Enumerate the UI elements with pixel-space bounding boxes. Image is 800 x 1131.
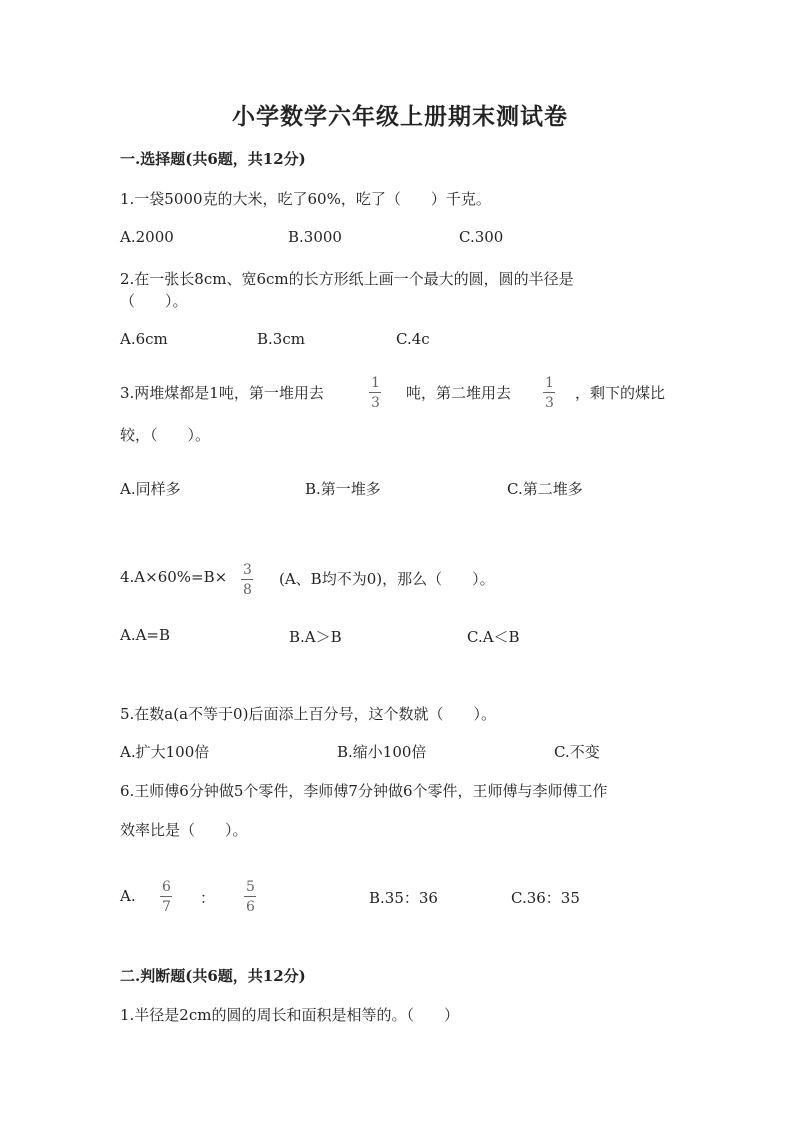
section2-question-1-text: 1.半径是2cm的圆的周长和面积是相等的。（ ） bbox=[120, 1006, 459, 1024]
q4-fraction bbox=[241, 563, 254, 597]
q1-option-b: B.3000 bbox=[288, 228, 342, 246]
q6-frac2-numerator: 5 bbox=[246, 879, 255, 895]
q6-option-a-fraction-2 bbox=[244, 880, 257, 914]
q2-option-a: A.6cm bbox=[120, 330, 168, 348]
q4-option-a: A.A=B bbox=[120, 626, 171, 644]
q1-option-c: C.300 bbox=[459, 228, 504, 246]
question-4-part1: 4.A×60%=B× bbox=[120, 568, 228, 586]
section-heading-judgement: 二.判断题(共6题，共12分) bbox=[120, 967, 306, 985]
question-3-line2: 较，（ ）。 bbox=[120, 426, 211, 444]
q6-frac2-denominator: 6 bbox=[246, 899, 255, 915]
q3-option-b: B.第一堆多 bbox=[305, 480, 381, 498]
q3-option-c: C.第二堆多 bbox=[507, 480, 583, 498]
q5-option-c: C.不变 bbox=[554, 743, 600, 761]
question-4-part2: (A、B均不为0)，那么（ ）。 bbox=[279, 570, 495, 588]
question-5-text: 5.在数a(a不等于0)后面添上百分号，这个数就（ ）。 bbox=[120, 705, 496, 723]
q3-fraction-2 bbox=[543, 376, 556, 410]
q5-option-a: A.扩大100倍 bbox=[120, 743, 210, 761]
q6-option-a-colon: ： bbox=[200, 889, 216, 907]
q6-option-c: C.36：35 bbox=[511, 889, 580, 907]
q5-option-b: B.缩小100倍 bbox=[337, 743, 427, 761]
q3-fraction-1 bbox=[369, 376, 382, 410]
question-1-text: 1.一袋5000克的大米，吃了60%，吃了（ ）千克。 bbox=[120, 190, 491, 208]
q3-fraction-1-denominator: 3 bbox=[371, 395, 380, 411]
q6-option-a-label: A. bbox=[120, 887, 136, 905]
q4-option-c: C.A＜B bbox=[467, 628, 520, 646]
q3-option-a: A.同样多 bbox=[120, 480, 181, 498]
question-6-line2: 效率比是（ ）。 bbox=[120, 821, 248, 839]
q2-option-b: B.3cm bbox=[257, 330, 305, 348]
q6-frac1-denominator: 7 bbox=[162, 899, 171, 915]
q6-frac1-numerator: 6 bbox=[162, 879, 171, 895]
question-3-part3: ，剩下的煤比 bbox=[575, 384, 666, 402]
page-title: 小学数学六年级上册期末测试卷 bbox=[232, 103, 568, 130]
question-6-line1: 6.王师傅6分钟做5个零件，李师傅7分钟做6个零件，王师傅与李师傅工作 bbox=[120, 782, 608, 800]
section-heading-choice: 一.选择题(共6题，共12分) bbox=[120, 150, 306, 168]
q1-option-a: A.2000 bbox=[120, 228, 174, 246]
q6-option-b: B.35：36 bbox=[369, 889, 438, 907]
q4-option-b: B.A＞B bbox=[289, 628, 342, 646]
q3-fraction-1-numerator: 1 bbox=[371, 375, 380, 391]
q3-fraction-2-numerator: 1 bbox=[545, 375, 554, 391]
q6-option-a-fraction-1 bbox=[160, 880, 173, 914]
q3-fraction-2-denominator: 3 bbox=[545, 395, 554, 411]
question-2-line1: 2.在一张长8cm、宽6cm的长方形纸上画一个最大的圆，圆的半径是 bbox=[120, 270, 574, 288]
question-3-part1: 3.两堆煤都是1吨，第一堆用去 bbox=[120, 384, 324, 402]
q4-fraction-denominator: 8 bbox=[243, 582, 252, 598]
q4-fraction-numerator: 3 bbox=[243, 562, 252, 578]
q2-option-c: C.4c bbox=[396, 330, 430, 348]
question-3-part2: 吨，第二堆用去 bbox=[406, 384, 512, 402]
question-2-line2: （ ）。 bbox=[120, 292, 188, 310]
